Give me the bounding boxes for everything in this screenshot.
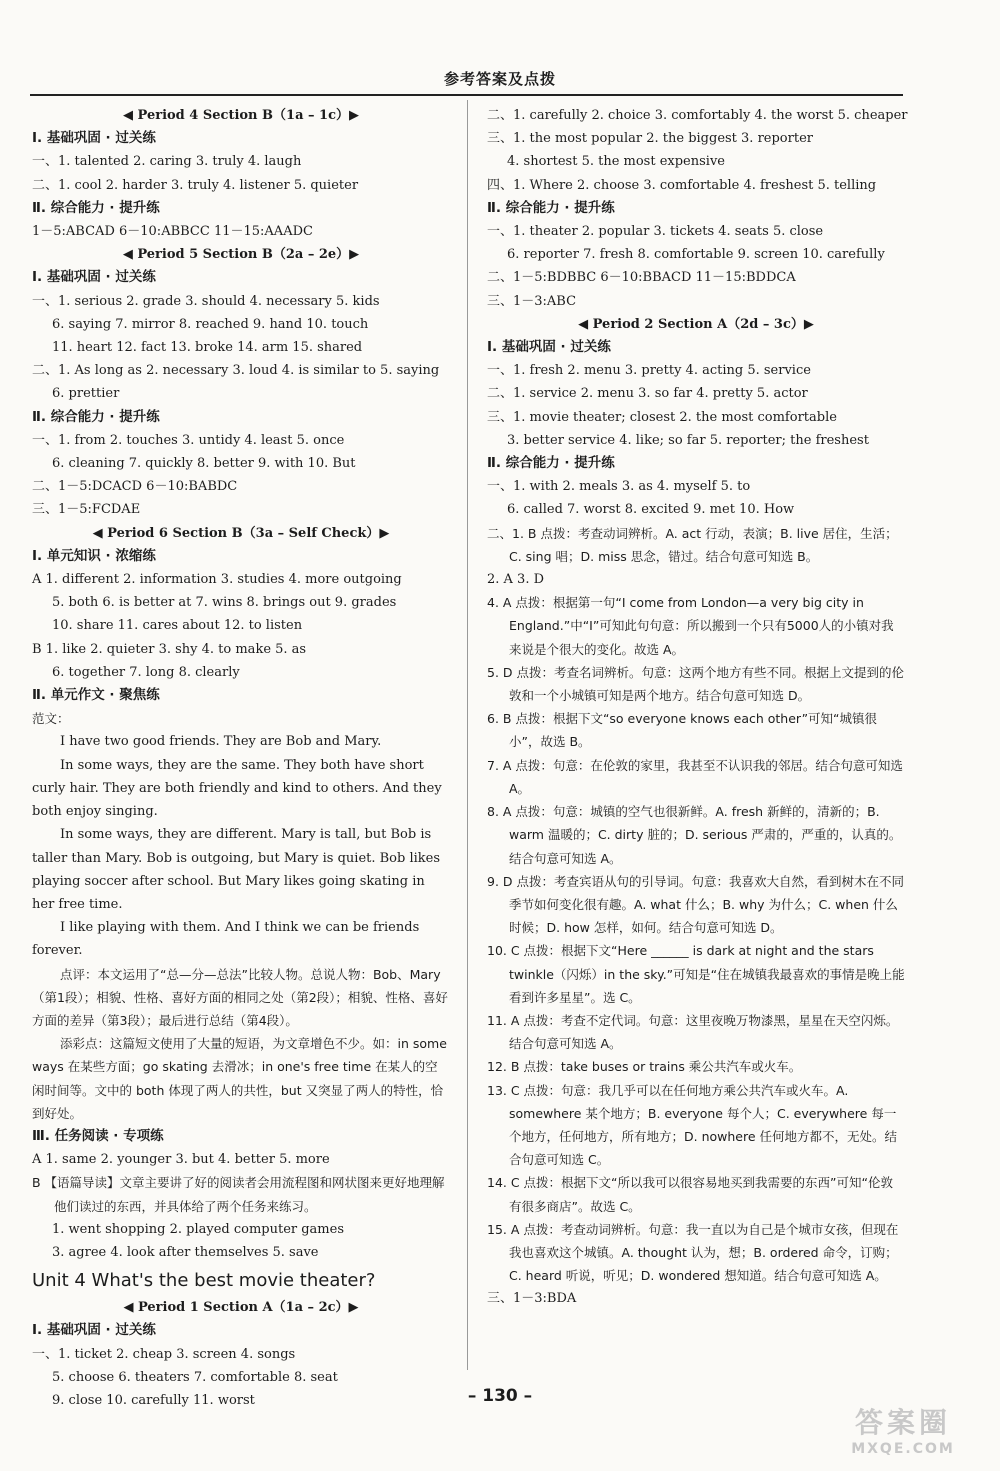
unit-title: Unit 4 What's the best movie theater? bbox=[32, 1270, 376, 1292]
answer-line: 6. prettier bbox=[52, 386, 120, 402]
explanation-item: 10. C 点拨：根据下文“Here ______ is dark at night and the stars twinkle（闪烁）in the sky.”可知是“住在城镇我最喜欢的事情是晚上能看到许多星星”。选 C。 bbox=[487, 943, 905, 1005]
answer-line: 二、1. carefully 2. choice 3. comfortably 4. the worst 5. cheaper bbox=[487, 108, 908, 123]
answer-line: 一、1. talented 2. caring 3. truly 4. laugh bbox=[32, 154, 302, 170]
left-column bbox=[32, 104, 450, 1412]
answer-line: 3. better service 4. like; so far 5. reporter; the freshest bbox=[507, 432, 869, 448]
answer-line: 6. reporter 7. fresh 8. comfortable 9. screen 10. carefully bbox=[507, 247, 885, 263]
answer-line: 二、1－5:BDBBC 6－10:BBACD 11－15:BDDCA bbox=[487, 270, 796, 286]
answer-line: 9. close 10. carefully 11. worst bbox=[52, 1392, 255, 1408]
header-rule bbox=[30, 94, 903, 96]
section-heading: Ⅱ. 单元作文 · 聚焦练 bbox=[32, 687, 160, 704]
period-heading: ◀ Period 6 Section B（3a – Self Check）▶ bbox=[92, 525, 390, 541]
answer-line: 6. cleaning 7. quickly 8. better 9. with 10. But bbox=[52, 456, 356, 472]
section-heading: Ⅰ. 基础巩固 · 过关练 bbox=[32, 269, 156, 286]
explanation-item: 15. A 点拨：考查动词辨析。句意：我一直以为自己是个城市女孩，但现在我也喜欢这个城镇。A. thought 认为，想；B. ordered 命令，订购；C. heard 听说，听见；D. wondered 想知道。结合句意可知选 A。 bbox=[487, 1221, 899, 1284]
section-heading: Ⅲ. 任务阅读 · 专项练 bbox=[32, 1127, 164, 1144]
answer-line: 三、1－3:ABC bbox=[487, 293, 577, 309]
section-heading: Ⅰ. 单元知识 · 浓缩练 bbox=[32, 547, 156, 564]
section-heading: Ⅱ. 综合能力 · 提升练 bbox=[32, 199, 160, 216]
watermark-url: MXQE.COM bbox=[851, 1441, 955, 1457]
section-heading: Ⅰ. 基础巩固 · 过关练 bbox=[32, 1322, 156, 1339]
page-number: – 130 – bbox=[467, 1386, 533, 1406]
column-divider bbox=[467, 100, 468, 1370]
answer-line: 一、1. ticket 2. cheap 3. screen 4. songs bbox=[32, 1346, 296, 1362]
essay-paragraph: I like playing with them. And I think we can be friends forever. bbox=[32, 920, 420, 959]
answer-line: 三、1. the most popular 2. the biggest 3. reporter bbox=[487, 131, 813, 147]
answer-line: B 1. like 2. quieter 3. shy 4. to make 5. as bbox=[32, 641, 307, 657]
answer-line: 一、1. serious 2. grade 3. should 4. necessary 5. kids bbox=[32, 293, 380, 309]
answer-line: 二、1. cool 2. harder 3. truly 4. listener 5. quieter bbox=[32, 177, 359, 193]
answer-line: 11. heart 12. fact 13. broke 14. arm 15. shared bbox=[52, 340, 363, 356]
explanation-item: 12. B 点拨：take buses or trains 乘公共汽车或火车。 bbox=[487, 1059, 802, 1075]
period-heading: ◀ Period 4 Section B（1a – 1c）▶ bbox=[123, 108, 359, 123]
right-column bbox=[487, 104, 908, 1311]
answer-line: 6. called 7. worst 8. excited 9. met 10. How bbox=[507, 502, 795, 518]
period-heading: ◀ Period 2 Section A（2d – 3c）▶ bbox=[578, 316, 814, 332]
answer-line: 1. went shopping 2. played computer games bbox=[52, 1221, 344, 1237]
answer-line: 三、1－3:BDA bbox=[487, 1291, 577, 1307]
explanation-item: 4. A 点拨：根据第一句“I come from London—a very big city in England.”中“I”可知此句句意：所以搬到一个只有5000人的小镇对我来说是个很大的变化。故选 A。 bbox=[487, 595, 894, 657]
answer-line: 范文： bbox=[32, 711, 70, 727]
explanation-item: 8. A 点拨：句意：城镇的空气也很新鲜。A. fresh 新鲜的，清新的；B. warm 温暖的；C. dirty 脏的；D. serious 严肃的，严重的，认真的。结合句意可知选 A。 bbox=[487, 804, 902, 866]
explanation-item: 11. A 点拨：考查不定代词。句意：这里夜晚万物漆黑，星星在天空闪烁。结合句意可知选 A。 bbox=[487, 1012, 899, 1052]
answer-line: A 1. same 2. younger 3. but 4. better 5. more bbox=[32, 1152, 330, 1168]
essay-paragraph: In some ways, they are the same. They both have short curly hair. They are both friendly and kind to others. And they both enjoy singing. bbox=[32, 757, 442, 820]
essay-paragraph: I have two good friends. They are Bob and Mary. bbox=[60, 734, 382, 750]
essay-paragraph: 添彩点：这篇短文使用了大量的短语，为文章增色不少。如：in some ways 在某些方面；go skating 去滑冰；in one's free time 在某人的空闲时间等。文中的 both 体现了两人的共性，but 又突显了两人的特性，恰到好处。 bbox=[32, 1036, 447, 1121]
period-heading: ◀ Period 5 Section B（2a – 2e）▶ bbox=[122, 247, 360, 263]
answer-line: 6. saying 7. mirror 8. reached 9. hand 10. touch bbox=[52, 316, 369, 332]
answer-line: 一、1. from 2. touches 3. untidy 4. least 5. once bbox=[32, 432, 345, 448]
watermark-title: 答案圈 bbox=[854, 1406, 951, 1439]
section-heading: Ⅰ. 基础巩固 · 过关练 bbox=[487, 339, 611, 356]
explanation-item: 7. A 点拨：句意：在伦敦的家里，我甚至不认识我的邻居。结合句意可知选 A。 bbox=[487, 757, 903, 796]
answer-line: 三、1. movie theater; closest 2. the most comfortable bbox=[487, 409, 837, 425]
section-heading: Ⅱ. 综合能力 · 提升练 bbox=[487, 455, 615, 472]
explanation-item: B 【语篇导读】文章主要讲了好的阅读者会用流程图和网状图来更好地理解他们读过的东西，并具体给了两个任务来练习。 bbox=[32, 1175, 445, 1214]
explanation-item: 13. C 点拨：句意：我几乎可以在任何地方乘公共汽车或火车。A. somewhere 某个地方；B. everyone 每个人；C. everywhere 每一个地方，任何地方，所有地方；D. nowhere 任何地方都不，无处。结合句意可知选 C。 bbox=[487, 1082, 898, 1168]
answer-line: 5. both 6. is better at 7. wins 8. brings out 9. grades bbox=[52, 595, 397, 611]
answer-line: 二、1. service 2. menu 3. so far 4. pretty 5. actor bbox=[487, 386, 808, 402]
explanation-item: 5. D 点拨：考查名词辨析。句意：这两个地方有些不同。根据上文提到的伦敦和一个小城镇可知是两个地方。结合句意可知选 D。 bbox=[487, 664, 904, 704]
explanation-item: 6. B 点拨：根据下文“so everyone knows each other”可知“城镇很小”，故选 B。 bbox=[487, 711, 878, 750]
section-heading: Ⅱ. 综合能力 · 提升练 bbox=[32, 408, 160, 425]
explanation-item: 二、1. B 点拨：考查动词辨析。A. act 行动，表演；B. live 居住，生活；C. sing 唱；D. miss 思念，错过。结合句意可知选 B。 bbox=[487, 525, 898, 564]
answer-line: 二、1. As long as 2. necessary 3. loud 4. is similar to 5. saying bbox=[32, 363, 440, 379]
answer-line: 6. together 7. long 8. clearly bbox=[52, 664, 240, 680]
answer-line: 1－5:ABCAD 6－10:ABBCC 11－15:AAADC bbox=[32, 224, 313, 240]
essay-paragraph: 点评：本文运用了“总—分—总法”比较人物。总说人物：Bob、Mary（第1段）；相貌、性格、喜好方面的相同之处（第2段）；相貌、性格、喜好方面的差异（第3段）；最后进行总结（第4段）。 bbox=[32, 966, 448, 1028]
watermark-logo bbox=[828, 1405, 978, 1465]
answer-line: 一、1. with 2. meals 3. as 4. myself 5. to bbox=[487, 479, 751, 495]
page-header: 参考答案及点拨 bbox=[443, 70, 556, 88]
section-heading: Ⅱ. 综合能力 · 提升练 bbox=[487, 199, 615, 216]
answer-line: 3. agree 4. look after themselves 5. save bbox=[52, 1244, 319, 1260]
answer-line: 5. choose 6. theaters 7. comfortable 8. seat bbox=[52, 1369, 338, 1385]
answer-line: 10. share 11. cares about 12. to listen bbox=[52, 618, 303, 634]
section-heading: Ⅰ. 基础巩固 · 过关练 bbox=[32, 130, 156, 147]
answer-line: 三、1－5:FCDAE bbox=[32, 502, 141, 518]
answer-line: 4. shortest 5. the most expensive bbox=[507, 154, 725, 170]
answer-line: A 1. different 2. information 3. studies 4. more outgoing bbox=[32, 572, 402, 588]
answer-line: 2. A 3. D bbox=[487, 572, 545, 588]
essay-paragraph: In some ways, they are different. Mary is tall, but Bob is taller than Mary. Bob is outgoing, but Mary is quiet. Bob likes playing soccer after school. But Mary likes going skating in her free time. bbox=[32, 827, 441, 912]
answer-line: 一、1. fresh 2. menu 3. pretty 4. acting 5. service bbox=[487, 363, 811, 379]
period-heading: ◀ Period 1 Section A（1a – 2c）▶ bbox=[123, 1300, 359, 1316]
explanation-item: 14. C 点拨：根据下文“所以我可以很容易地买到我需要的东西”可知“伦敦有很多商店”。故选 C。 bbox=[487, 1175, 893, 1214]
answer-line: 二、1－5:DCACD 6－10:BABDC bbox=[32, 479, 238, 495]
answer-line: 一、1. theater 2. popular 3. tickets 4. seats 5. close bbox=[487, 224, 824, 240]
explanation-item: 9. D 点拨：考查宾语从句的引导词。句意：我喜欢大自然，看到树木在不同季节如何变化很有趣。A. what 什么；B. why 为什么；C. when 什么时候；D. how 怎样，如何。结合句意可知选 D。 bbox=[487, 873, 904, 936]
answer-line: 四、1. Where 2. choose 3. comfortable 4. freshest 5. telling bbox=[487, 177, 877, 193]
